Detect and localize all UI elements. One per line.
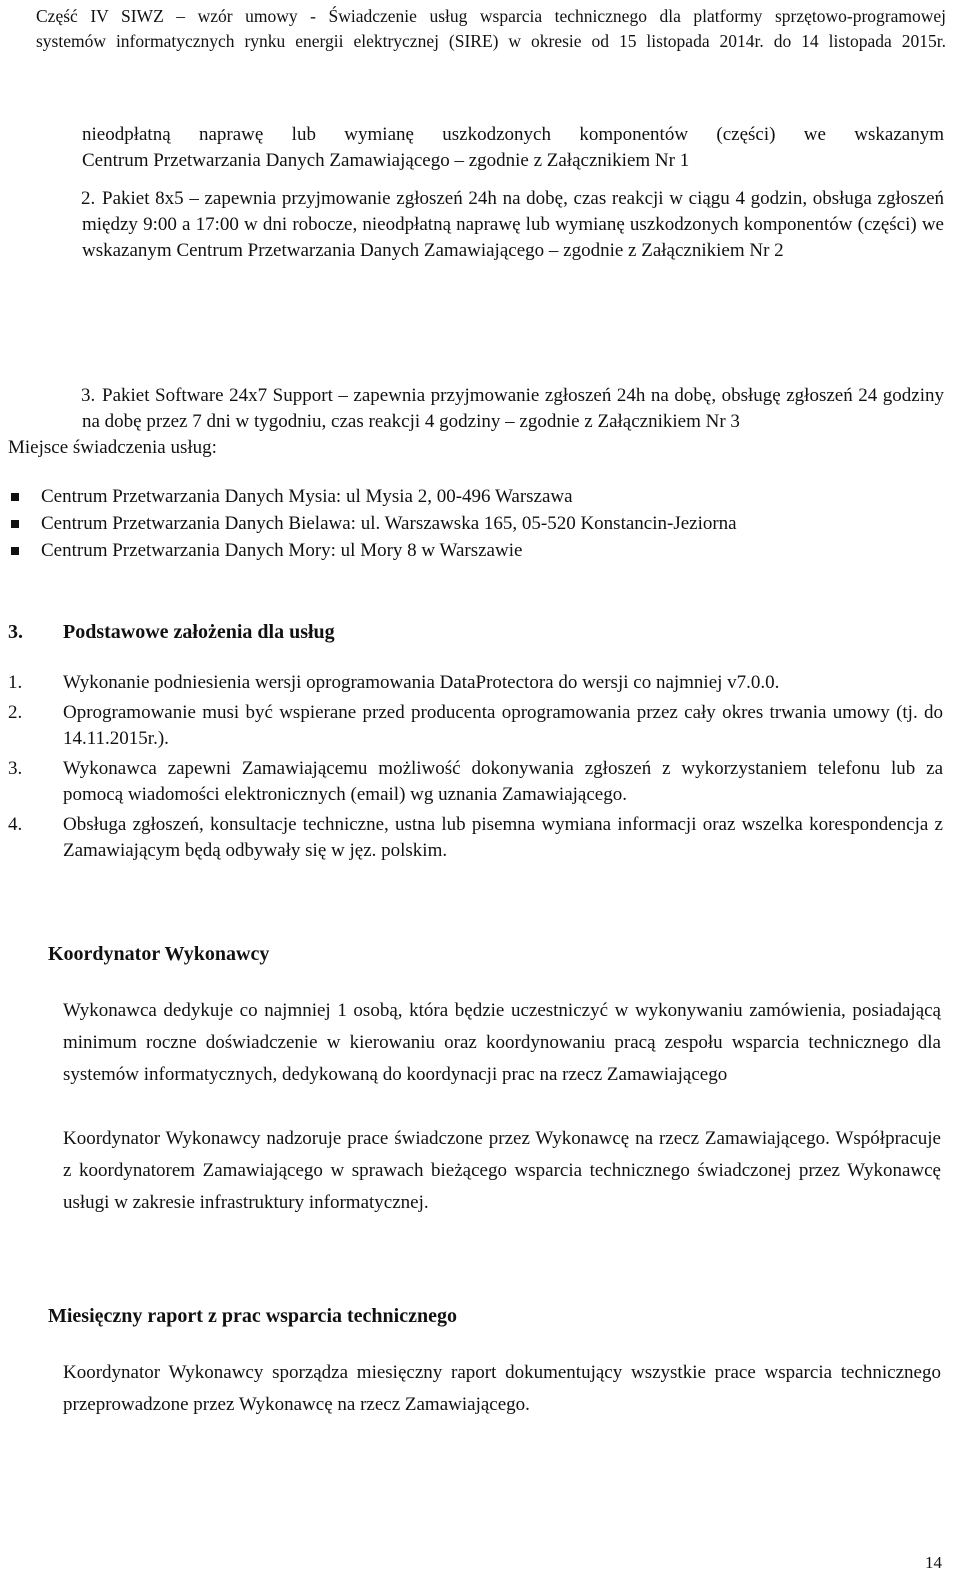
coordinator-paragraph-2: Koordynator Wykonawcy nadzoruje prace świadczone przez Wykonawcę na rzecz Zamawiającego. Współpracuje z koordynatorem Zamawiającego w sprawach bieżącego wsparcia technicznego świadczonej przez Wykonawcę usługi w zakresie infrastruktury informatycznej.	[63, 1128, 941, 1213]
square-bullet-icon	[11, 520, 19, 528]
continuation-text	[82, 122, 944, 148]
list-item	[8, 511, 928, 538]
section-title: Podstawowe założenia dla usług	[63, 621, 335, 643]
list-item-number: 4.	[8, 814, 23, 835]
list-item	[8, 756, 943, 808]
service-location-list	[8, 484, 928, 565]
list-item-text: Oprogramowanie musi być wspierane przed producenta oprogramowania przez cały okres trwania umowy (tj. do 14.11.2015r.).	[63, 702, 943, 749]
square-bullet-icon	[11, 547, 19, 555]
coordinator-heading: Koordynator Wykonawcy	[48, 943, 270, 965]
service-location-label: Miejsce świadczenia usług:	[8, 437, 217, 458]
package-text: Pakiet Software 24x7 Support – zapewnia przyjmowanie zgłoszeń 24h na dobę, obsługę zgłoszeń 24 godziny na dobę przez 7 dni w tygodniu, czas reakcji 4 godziny – zgodnie z Załącznikiem Nr 3	[82, 385, 944, 432]
list-item	[8, 812, 943, 864]
header-line-2: systemów informatycznych rynku energii elektrycznej (SIRE) w okresie od 15 listopada 2014r. do 14 listopada 2015r.	[36, 31, 946, 51]
list-item-text: Centrum Przetwarzania Danych Mory: ul Mory 8 w Warszawie	[41, 540, 523, 561]
coordinator-paragraph-1: Wykonawca dedykuje co najmniej 1 osobą, która będzie uczestniczyć w wykonywaniu zamówienia, posiadającą minimum roczne doświadczenie w kierowaniu oraz koordynowaniu pracą zespołu wsparcia technicznego dla systemów informatycznych, dedykowaną do koordynacji prac na rzecz Zamawiającego	[63, 1000, 941, 1085]
continuation-line-2: Centrum Przetwarzania Danych Zamawiającego – zgodnie z Załącznikiem Nr 1	[82, 150, 690, 171]
list-item	[8, 538, 928, 565]
list-item	[8, 700, 943, 752]
assumptions-list	[8, 670, 943, 868]
monthly-report-paragraph: Koordynator Wykonawcy sporządza miesięczny raport dokumentujący wszystkie prace wsparcia technicznego przeprowadzone przez Wykonawcę na rzecz Zamawiającego.	[63, 1362, 941, 1415]
continuation-line-1: nieodpłatną naprawę lub wymianę uszkodzonych komponentów (części) we wskazanym	[82, 124, 944, 145]
package-number: 2.	[81, 188, 96, 209]
package-number: 3.	[81, 385, 96, 406]
list-item	[8, 484, 928, 511]
list-item-number: 2.	[8, 702, 23, 723]
header-line-1: Część IV SIWZ – wzór umowy - Świadczenie usług wsparcia technicznego dla platformy sprzętowo-programowej	[36, 6, 946, 26]
section-number: 3.	[8, 621, 23, 643]
continuation-text-2	[82, 148, 944, 174]
list-item-text: Obsługa zgłoszeń, konsultacje techniczne, ustna lub pisemna wymiana informacji oraz wszelka korespondencja z Zamawiającym będą odbywały się w jęz. polskim.	[63, 814, 943, 861]
list-item-text: Centrum Przetwarzania Danych Bielawa: ul. Warszawska 165, 05-520 Konstancin-Jeziorna	[41, 513, 737, 534]
package-item-2	[82, 186, 944, 264]
page-number: 14	[925, 1553, 942, 1572]
list-item-text: Wykonawca zapewni Zamawiającemu możliwość dokonywania zgłoszeń z wykorzystaniem telefonu lub za pomocą wiadomości elektronicznych (email) wg uznania Zamawiającego.	[63, 758, 943, 805]
package-item-3	[82, 383, 944, 435]
list-item-text: Wykonanie podniesienia wersji oprogramowania DataProtectora do wersji co najmniej v7.0.0.	[63, 672, 780, 693]
list-item	[8, 670, 943, 696]
package-text: Pakiet 8x5 – zapewnia przyjmowanie zgłoszeń 24h na dobę, czas reakcji w ciągu 4 godzin, obsługa zgłoszeń między 9:00 a 17:00 w dni robocze, nieodpłatną naprawę lub wymianę uszkodzonych komponentów (części) we wskazanym Centrum Przetwarzania Danych Zamawiającego – zgodnie z Załącznikiem Nr 2	[82, 188, 944, 261]
list-item-number: 1.	[8, 672, 23, 693]
document-header	[36, 4, 946, 54]
monthly-report-heading: Miesięczny raport z prac wsparcia technicznego	[48, 1305, 457, 1327]
list-item-text: Centrum Przetwarzania Danych Mysia: ul Mysia 2, 00-496 Warszawa	[41, 486, 573, 507]
list-item-number: 3.	[8, 758, 23, 779]
square-bullet-icon	[11, 493, 19, 501]
